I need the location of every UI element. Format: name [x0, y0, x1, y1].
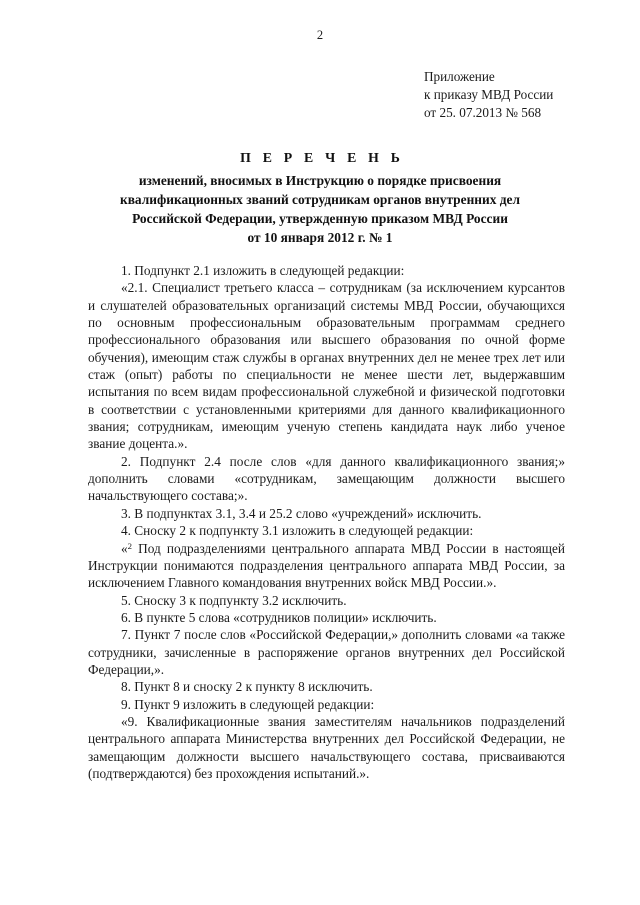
footnote-body-text: Под подразделениями центрального аппарата МВД России в настоящей Инструкции понимаются подразделения центрального аппарата МВД России, за исключением Главного командования внутренних войск МВД России.».: [88, 540, 565, 591]
paragraph-item-7: 7. Пункт 7 после слов «Российской Федерации,» дополнить словами «а также сотрудники, зачисленные в распоряжение органов внутренних дел Российской Федерации,».: [88, 627, 565, 677]
document-body: [88, 262, 565, 782]
paragraph-footnote-2: [88, 540, 565, 592]
paragraph-item-1: 1. Подпункт 2.1 изложить в следующей редакции:: [121, 263, 405, 278]
footnote-marker-icon: 2: [127, 540, 133, 551]
paragraph-item-8: 8. Пункт 8 и сноску 2 к пункту 8 исключить.: [121, 679, 373, 695]
title-subtitle-line-3: Российской Федерации, утвержденную приказом МВД России: [132, 211, 508, 226]
paragraph-item-4: 4. Сноску 2 к подпункту 3.1 изложить в следующей редакции:: [121, 523, 474, 539]
page-title: П Е Р Е Ч Е Н Ь: [240, 150, 405, 165]
paragraph-item-3: 3. В подпунктах 3.1, 3.4 и 25.2 слово «учреждений» исключить.: [121, 505, 482, 521]
approval-header-block: [424, 68, 634, 122]
paragraph-item-5: 5. Сноску 3 к подпункту 3.2 исключить.: [121, 592, 347, 608]
header-line-order-authority: к приказу МВД России: [424, 87, 554, 102]
title-subtitle-line-1: изменений, вносимых в Инструкцию о порядке присвоения: [138, 173, 502, 188]
header-line-appendix: Приложение: [424, 69, 495, 84]
paragraph-quote-9: «9. Квалификационные звания заместителям начальников подразделений центрального аппарата Министерства внутренних дел Российской Федерации, не замещающим должности высшего начальствующего состава, присваиваются (подтверждаются) без прохождения испытаний.».: [88, 713, 565, 781]
paragraph-quote-2-1: «2.1. Специалист третьего класса – сотрудникам (за исключением курсантов и слушателей образовательных организаций системы МВД России, обучающихся по основным профессиональным образовательным программам среднего профессионального образования или высшего образования по очной форме обучения), имеющим стаж службы в органах внутренних дел не менее трех лет или стаж (опыт) работы по специальности не менее шести лет, выдержавшим испытания по всем видам профессиональной служебной и физической подготовки в соответствии с установленными критериями для данного квалификационного звания; сотрудникам, имеющим ученую степень кандидата наук либо ученое звание доцента.».: [88, 280, 565, 452]
paragraph-item-9: 9. Пункт 9 изложить в следующей редакции:: [121, 696, 375, 712]
paragraph-item-6: 6. В пункте 5 слова «сотрудников полиции» исключить.: [121, 609, 437, 625]
header-line-order-date-number: от 25. 07.2013 № 568: [424, 105, 542, 120]
footnote-open-quote: «: [121, 540, 128, 556]
paragraph-item-2: 2. Подпункт 2.4 после слов «для данного квалификационного звания;» дополнить словами «сотрудникам, замещающим должности высшего начальствующего состава;».: [88, 453, 565, 504]
page-number: 2: [316, 28, 324, 42]
document-title-block: [74, 148, 566, 247]
title-subtitle-line-4: от 10 января 2012 г. № 1: [247, 230, 393, 245]
title-subtitle-line-2: квалификационных званий сотрудникам органов внутренних дел: [119, 192, 520, 207]
